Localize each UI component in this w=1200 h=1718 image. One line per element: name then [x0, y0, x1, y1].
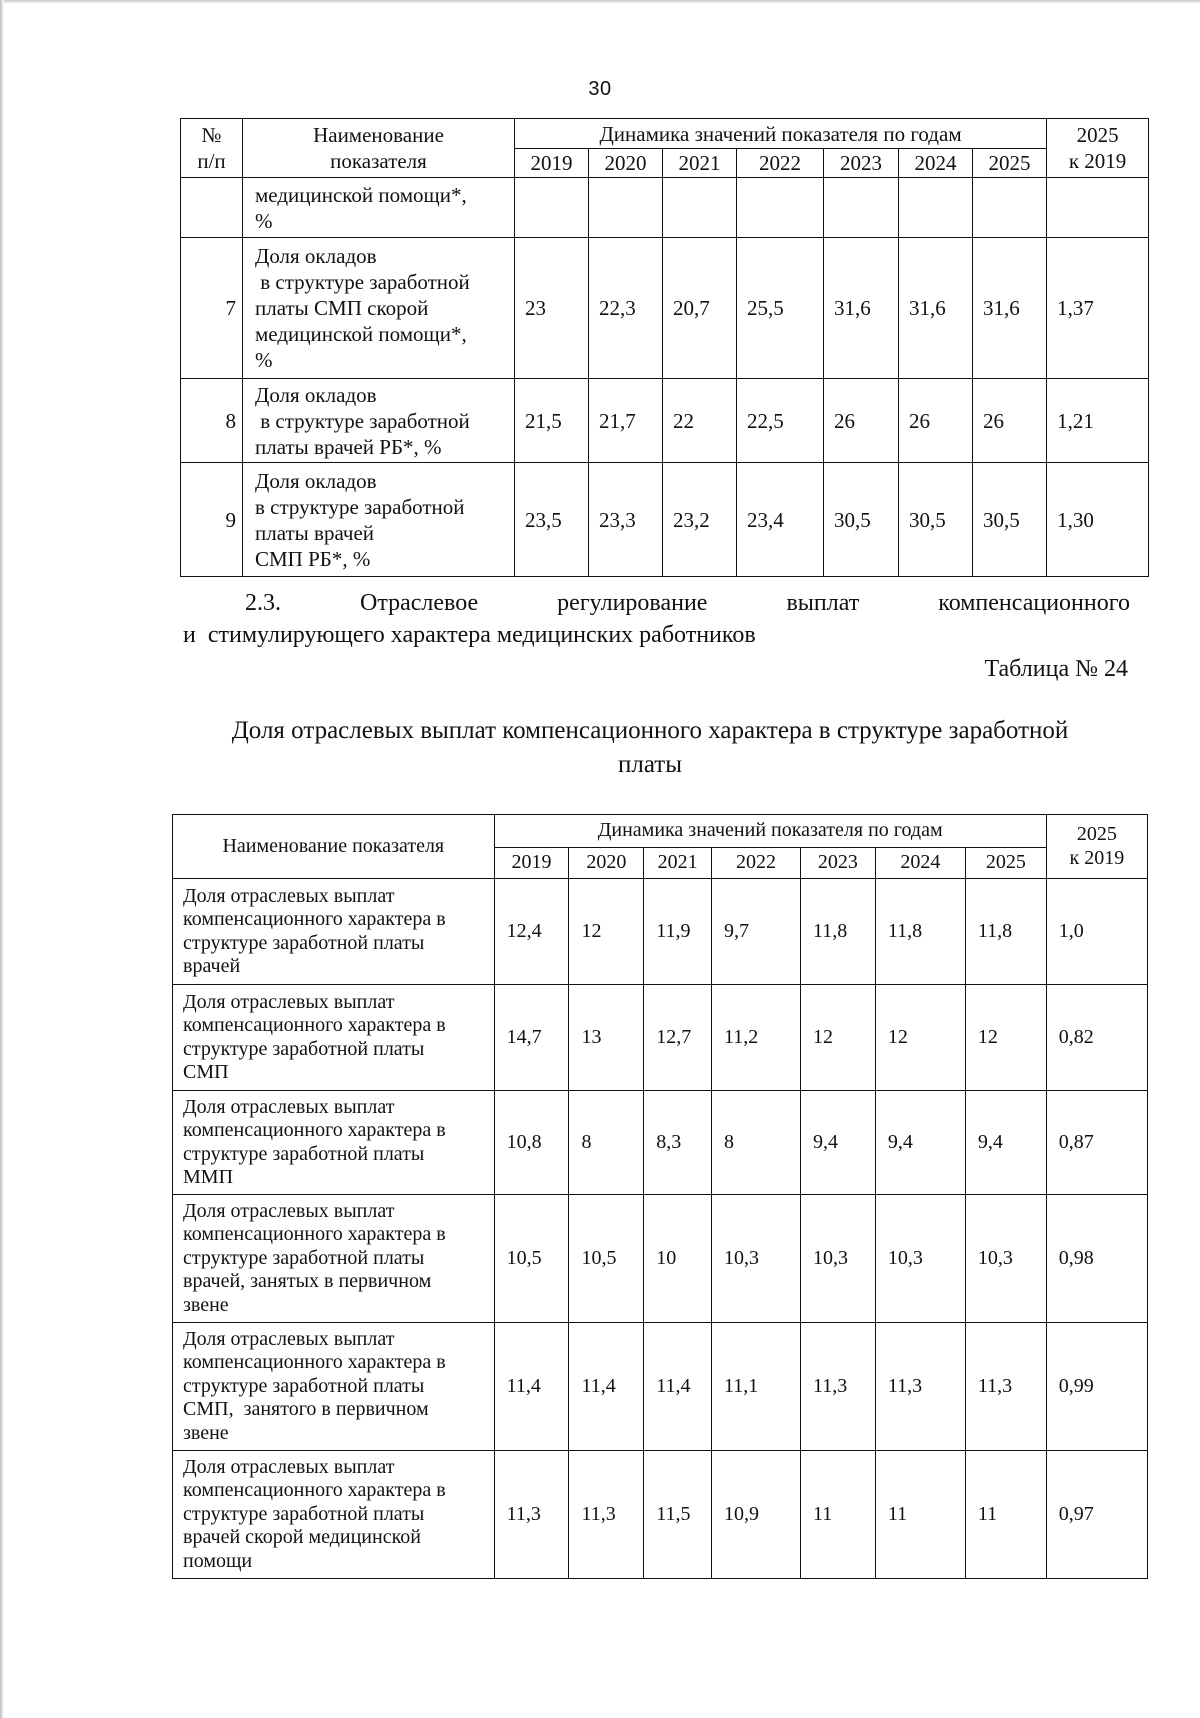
row-value: 10,5 — [569, 1195, 644, 1323]
row-ratio: 1,30 — [1047, 463, 1149, 577]
row-name-line: структуре заработной платы — [183, 1142, 425, 1165]
row-value: 11 — [801, 1451, 876, 1579]
header-dynamics: Динамика значений показателя по годам — [515, 119, 1047, 149]
header-ratio-line: к 2019 — [1068, 149, 1127, 173]
scan-edge-top — [0, 0, 1200, 4]
row-name-line: % — [255, 208, 273, 233]
row-name-line: Доля отраслевых выплат — [183, 1095, 395, 1118]
header-num-line: п/п — [197, 149, 226, 173]
row-value: 9,4 — [875, 1091, 965, 1195]
header-year: 2021 — [663, 149, 737, 178]
header-ratio-cell — [1047, 119, 1149, 178]
row-value — [589, 178, 663, 238]
row-name-line: компенсационного характера в — [183, 1014, 446, 1036]
row-value: 9,4 — [965, 1091, 1046, 1195]
header-num-cell — [181, 119, 243, 178]
row-value: 30,5 — [973, 463, 1047, 577]
row-ratio: 1,37 — [1047, 238, 1149, 379]
row-ratio: 1,0 — [1046, 879, 1147, 985]
row-name-line: Доля окладов — [255, 468, 377, 493]
row-name — [243, 178, 515, 238]
row-name-line: СМП — [183, 1061, 229, 1083]
row-name-line: СМП, занятого в первичном — [183, 1398, 429, 1421]
header-year: 2019 — [494, 848, 569, 879]
header-year: 2020 — [569, 848, 644, 879]
row-name-line: компенсационного характера в — [183, 1351, 446, 1374]
row-name — [243, 238, 515, 379]
row-value: 31,6 — [824, 238, 899, 379]
continued-indicator-table — [180, 118, 1149, 577]
table-title-line: Доля отраслевых выплат компенсационного характера в структуре заработной — [231, 717, 1069, 744]
header-num-line: № — [201, 123, 222, 147]
header-year: 2023 — [824, 149, 899, 178]
row-value: 23 — [515, 238, 589, 379]
row-value: 10,3 — [875, 1195, 965, 1323]
row-value: 23,4 — [737, 463, 824, 577]
row-value: 23,3 — [589, 463, 663, 577]
row-name-line: в структуре заработной — [255, 270, 470, 294]
row-name-line: помощи — [183, 1549, 253, 1572]
scan-edge-left — [0, 0, 4, 1718]
row-value: 11,3 — [801, 1323, 876, 1451]
row-name-line: компенсационного характера в — [183, 1119, 446, 1141]
row-value: 11 — [875, 1451, 965, 1579]
row-ratio: 0,82 — [1046, 985, 1147, 1091]
row-name-line: врачей — [183, 955, 241, 977]
table-title — [200, 714, 1100, 782]
row-value — [515, 178, 589, 238]
row-name-line: структуре заработной платы — [183, 1502, 425, 1525]
row-value: 12,7 — [644, 985, 712, 1091]
header-year: 2024 — [899, 149, 973, 178]
row-ratio: 0,99 — [1046, 1323, 1147, 1451]
section-heading-line2: и стимулирующего характера медицинских работников — [183, 622, 756, 648]
row-name — [173, 985, 495, 1091]
row-name-line: компенсационного характера в — [183, 1223, 446, 1246]
row-value: 22 — [663, 379, 737, 463]
row-value — [663, 178, 737, 238]
row-value: 11,9 — [644, 879, 712, 985]
row-value: 20,7 — [663, 238, 737, 379]
row-name-line: ММП — [183, 1166, 234, 1188]
row-name-line: звене — [183, 1293, 229, 1316]
header-ratio-line: к 2019 — [1069, 846, 1125, 869]
row-value: 30,5 — [899, 463, 973, 577]
row-name-line: медицинской помощи*, — [255, 182, 467, 207]
row-value: 22,5 — [737, 379, 824, 463]
row-value: 12 — [801, 985, 876, 1091]
header-year: 2025 — [973, 149, 1047, 178]
row-ratio: 0,87 — [1046, 1091, 1147, 1195]
row-value: 9,4 — [801, 1091, 876, 1195]
row-name-line: в структуре заработной — [255, 494, 465, 519]
row-name-line: Доля окладов — [255, 382, 377, 407]
row-value: 10,5 — [494, 1195, 569, 1323]
row-value: 12,4 — [494, 879, 569, 985]
row-value: 11,8 — [875, 879, 965, 985]
row-value: 11,4 — [569, 1323, 644, 1451]
header-ratio-cell — [1046, 815, 1147, 879]
row-value: 11,3 — [494, 1451, 569, 1579]
row-value: 11,3 — [569, 1451, 644, 1579]
header-year: 2025 — [965, 848, 1046, 879]
table-row — [173, 1451, 1148, 1579]
row-value: 12 — [965, 985, 1046, 1091]
row-name — [243, 379, 515, 463]
row-num: 7 — [181, 238, 243, 379]
section-number: 2.3. — [245, 590, 281, 616]
row-name-line: структуре заработной платы — [183, 931, 425, 954]
row-value: 12 — [569, 879, 644, 985]
row-value: 11,3 — [875, 1323, 965, 1451]
table-row — [173, 1323, 1148, 1451]
header-year: 2024 — [875, 848, 965, 879]
row-name-line: структуре заработной платы — [183, 1246, 425, 1269]
header-ratio-line: 2025 — [1076, 823, 1117, 845]
row-num: 9 — [181, 463, 243, 577]
row-value: 30,5 — [824, 463, 899, 577]
row-name-line: платы врачей — [255, 520, 375, 545]
row-value: 23,2 — [663, 463, 737, 577]
row-value: 14,7 — [494, 985, 569, 1091]
row-name-line: Доля отраслевых выплат — [183, 1455, 395, 1478]
header-name-line: показателя — [330, 149, 427, 173]
row-name-line: структуре заработной платы — [183, 1374, 425, 1397]
row-value: 11,3 — [965, 1323, 1046, 1451]
row-value: 31,6 — [899, 238, 973, 379]
row-value: 10,9 — [712, 1451, 801, 1579]
section-word: выплат — [786, 590, 860, 616]
row-value: 8 — [712, 1091, 801, 1195]
row-value: 23,5 — [515, 463, 589, 577]
table-row — [173, 985, 1148, 1091]
row-name-line: компенсационного характера в — [183, 1479, 446, 1502]
table-row — [173, 1091, 1148, 1195]
row-value: 12 — [875, 985, 965, 1091]
header-year: 2020 — [589, 149, 663, 178]
row-value: 11,4 — [494, 1323, 569, 1451]
row-name-line: Доля отраслевых выплат — [183, 1327, 395, 1350]
row-value: 13 — [569, 985, 644, 1091]
row-name-line: структуре заработной платы — [183, 1037, 425, 1060]
section-word: компенсационного — [938, 590, 1130, 616]
header-ratio-line: 2025 — [1076, 123, 1119, 147]
row-value: 11,5 — [644, 1451, 712, 1579]
row-name — [173, 1091, 495, 1195]
row-name — [243, 463, 515, 577]
row-name — [173, 879, 495, 985]
header-year: 2022 — [737, 149, 824, 178]
section-word: Отраслевое — [360, 590, 479, 616]
table-row — [173, 879, 1148, 985]
row-ratio: 1,21 — [1047, 379, 1149, 463]
section-word: регулирование — [557, 590, 708, 616]
table-row — [181, 178, 1149, 238]
header-year: 2023 — [801, 848, 876, 879]
row-value: 10,3 — [712, 1195, 801, 1323]
row-value: 25,5 — [737, 238, 824, 379]
row-name — [173, 1195, 495, 1323]
row-value — [973, 178, 1047, 238]
header-name-cell — [243, 119, 515, 178]
row-value: 10,3 — [801, 1195, 876, 1323]
row-name-line: Доля отраслевых выплат — [183, 990, 395, 1013]
row-value: 31,6 — [973, 238, 1047, 379]
table-label: Таблица № 24 — [984, 656, 1128, 682]
row-num — [181, 178, 243, 238]
row-num: 8 — [181, 379, 243, 463]
row-value — [737, 178, 824, 238]
row-name — [173, 1323, 495, 1451]
row-value: 21,7 — [589, 379, 663, 463]
row-value: 11,2 — [712, 985, 801, 1091]
row-value: 26 — [899, 379, 973, 463]
section-heading-line1 — [245, 588, 1130, 618]
row-value: 10,3 — [965, 1195, 1046, 1323]
header-year: 2022 — [712, 848, 801, 879]
row-value: 11,4 — [644, 1323, 712, 1451]
row-name-line: платы врачей РБ*, % — [255, 434, 442, 459]
row-name-line: врачей, занятых в первичном — [183, 1270, 432, 1293]
row-name-line: Доля окладов — [255, 244, 377, 268]
row-name-line: звене — [183, 1421, 229, 1444]
row-name-line: медицинской помощи*, — [255, 322, 467, 346]
row-name-line: в структуре заработной — [255, 408, 470, 433]
row-value — [899, 178, 973, 238]
header-dynamics: Динамика значений показателя по годам — [494, 815, 1046, 848]
row-name-line: СМП РБ*, % — [255, 546, 371, 571]
table-row — [173, 1195, 1148, 1323]
row-value: 11,8 — [965, 879, 1046, 985]
row-value: 11 — [965, 1451, 1046, 1579]
header-year: 2021 — [644, 848, 712, 879]
row-value — [824, 178, 899, 238]
table-row — [181, 379, 1149, 463]
row-name-line: компенсационного характера в — [183, 908, 446, 930]
row-value: 10,8 — [494, 1091, 569, 1195]
row-name — [173, 1451, 495, 1579]
row-value: 26 — [824, 379, 899, 463]
header-name: Наименование показателя — [173, 815, 495, 879]
row-value: 8 — [569, 1091, 644, 1195]
row-ratio — [1047, 178, 1149, 238]
row-name-line: врачей скорой медицинской — [183, 1526, 421, 1549]
row-value: 8,3 — [644, 1091, 712, 1195]
header-name-line: Наименование — [313, 123, 444, 147]
compensation-share-table — [172, 814, 1148, 1579]
row-ratio: 0,98 — [1046, 1195, 1147, 1323]
table-row — [181, 238, 1149, 379]
page-number: 30 — [588, 78, 612, 100]
header-year: 2019 — [515, 149, 589, 178]
row-value: 9,7 — [712, 879, 801, 985]
row-value: 26 — [973, 379, 1047, 463]
row-ratio: 0,97 — [1046, 1451, 1147, 1579]
row-value: 22,3 — [589, 238, 663, 379]
row-value: 11,8 — [801, 879, 876, 985]
table-title-line: платы — [617, 751, 683, 778]
table-row — [181, 463, 1149, 577]
row-value: 21,5 — [515, 379, 589, 463]
row-name-line: Доля отраслевых выплат — [183, 1199, 395, 1222]
row-name-line: Доля отраслевых выплат — [183, 884, 395, 907]
row-name-line: % — [255, 348, 273, 372]
row-value: 10 — [644, 1195, 712, 1323]
row-value: 11,1 — [712, 1323, 801, 1451]
row-name-line: платы СМП скорой — [255, 296, 429, 320]
